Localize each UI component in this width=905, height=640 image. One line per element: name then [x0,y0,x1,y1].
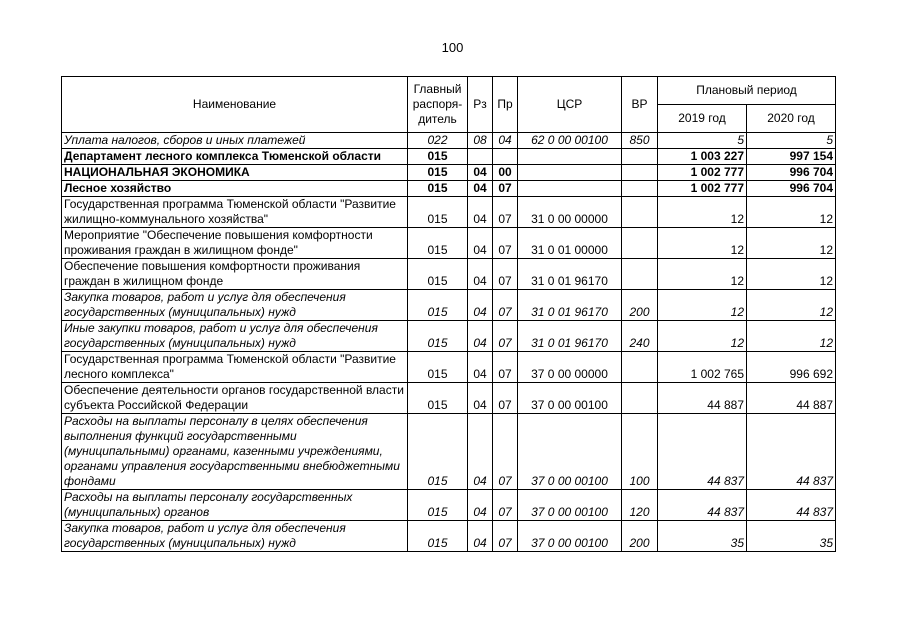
cell-name: Обеспечение повышения комфортности проживания граждан в жилищном фонде [62,259,408,290]
cell-vr [622,383,658,414]
cell-vr [622,352,658,383]
table-row [62,149,836,165]
cell-vr: 100 [622,414,658,490]
cell-pr: 07 [493,290,518,321]
cell-csr: 31 0 01 96170 [518,290,622,321]
cell-rz [468,149,493,165]
cell-2019: 1 002 765 [658,352,747,383]
cell-main-manager: 015 [408,321,468,352]
table-row [62,352,836,383]
cell-2019: 44 837 [658,490,747,521]
cell-name: НАЦИОНАЛЬНАЯ ЭКОНОМИКА [62,165,408,181]
cell-rz: 04 [468,352,493,383]
table-row [62,383,836,414]
cell-2020: 44 837 [747,414,836,490]
cell-vr [622,228,658,259]
cell-name: Расходы на выплаты персоналу государственных (муниципальных) органов [62,490,408,521]
cell-rz: 04 [468,228,493,259]
table-row [62,321,836,352]
cell-pr: 07 [493,197,518,228]
cell-vr [622,165,658,181]
cell-2020: 12 [747,290,836,321]
cell-csr: 37 0 00 00100 [518,521,622,552]
cell-pr: 07 [493,383,518,414]
cell-main-manager: 015 [408,414,468,490]
cell-name: Иные закупки товаров, работ и услуг для обеспечения государственных (муниципальных) нужд [62,321,408,352]
header-plan-period: Плановый период [658,77,836,105]
cell-csr [518,165,622,181]
cell-csr: 37 0 00 00100 [518,490,622,521]
header-year-2020: 2020 год [747,105,836,133]
cell-2020: 12 [747,321,836,352]
cell-main-manager: 015 [408,197,468,228]
cell-2020: 996 692 [747,352,836,383]
cell-vr: 850 [622,133,658,149]
cell-csr [518,181,622,197]
cell-rz: 04 [468,383,493,414]
cell-name: Мероприятие "Обеспечение повышения комфортности проживания граждан в жилищном фонде" [62,228,408,259]
cell-main-manager: 015 [408,352,468,383]
cell-csr: 37 0 00 00000 [518,352,622,383]
table-row [62,165,836,181]
table-row [62,414,836,490]
cell-rz: 04 [468,259,493,290]
header-name: Наименование [62,77,408,133]
cell-main-manager: 015 [408,290,468,321]
cell-pr: 04 [493,133,518,149]
table-row [62,521,836,552]
cell-2020: 35 [747,521,836,552]
cell-name: Обеспечение деятельности органов государственной власти субъекта Российской Федерации [62,383,408,414]
cell-2019: 1 002 777 [658,181,747,197]
cell-main-manager: 022 [408,133,468,149]
cell-main-manager: 015 [408,165,468,181]
cell-csr: 37 0 00 00100 [518,383,622,414]
cell-rz: 04 [468,490,493,521]
cell-pr: 07 [493,414,518,490]
cell-name: Государственная программа Тюменской области "Развитие жилищно-коммунального хозяйства" [62,197,408,228]
cell-vr: 240 [622,321,658,352]
table-row [62,259,836,290]
cell-pr: 07 [493,521,518,552]
table-header [62,77,836,133]
cell-pr: 00 [493,165,518,181]
cell-2020: 44 837 [747,490,836,521]
cell-csr: 37 0 00 00100 [518,414,622,490]
cell-rz: 04 [468,197,493,228]
cell-2019: 12 [658,290,747,321]
cell-2019: 1 002 777 [658,165,747,181]
cell-rz: 04 [468,521,493,552]
table-row [62,490,836,521]
cell-rz: 04 [468,414,493,490]
cell-pr: 07 [493,181,518,197]
cell-csr: 31 0 01 00000 [518,228,622,259]
cell-pr: 07 [493,228,518,259]
table-body [62,133,836,552]
cell-rz: 04 [468,290,493,321]
cell-main-manager: 015 [408,181,468,197]
header-vr: ВР [622,77,658,133]
cell-main-manager: 015 [408,149,468,165]
cell-2020: 997 154 [747,149,836,165]
cell-name: Департамент лесного комплекса Тюменской области [62,149,408,165]
cell-vr [622,149,658,165]
cell-2019: 1 003 227 [658,149,747,165]
cell-2019: 44 887 [658,383,747,414]
cell-name: Лесное хозяйство [62,181,408,197]
table-row [62,133,836,149]
header-csr: ЦСР [518,77,622,133]
cell-rz: 04 [468,181,493,197]
cell-2019: 12 [658,228,747,259]
cell-name: Государственная программа Тюменской области "Развитие лесного комплекса" [62,352,408,383]
cell-main-manager: 015 [408,259,468,290]
cell-rz: 04 [468,165,493,181]
cell-2019: 35 [658,521,747,552]
cell-csr: 31 0 00 00000 [518,197,622,228]
cell-main-manager: 015 [408,521,468,552]
cell-2019: 12 [658,259,747,290]
cell-2020: 12 [747,228,836,259]
table-row [62,228,836,259]
header-pr: Пр [493,77,518,133]
cell-2019: 12 [658,197,747,228]
cell-2020: 5 [747,133,836,149]
table-row [62,290,836,321]
cell-name: Закупка товаров, работ и услуг для обеспечения государственных (муниципальных) нужд [62,290,408,321]
table-row [62,197,836,228]
header-rz: Рз [468,77,493,133]
budget-table [61,76,836,552]
cell-2020: 44 887 [747,383,836,414]
cell-2019: 5 [658,133,747,149]
cell-main-manager: 015 [408,490,468,521]
header-year-2019: 2019 год [658,105,747,133]
cell-vr: 200 [622,290,658,321]
cell-main-manager: 015 [408,228,468,259]
cell-vr [622,181,658,197]
page-number: 100 [441,40,464,55]
cell-2020: 12 [747,259,836,290]
cell-vr [622,259,658,290]
cell-csr: 31 0 01 96170 [518,259,622,290]
cell-2019: 12 [658,321,747,352]
header-main-manager: Главный распоря-дитель [408,77,468,133]
cell-pr: 07 [493,259,518,290]
cell-name: Расходы на выплаты персоналу в целях обеспечения выполнения функций государственными (муниципальными) органами, казенными учреждениями, органами управления государственными внебюджетными фондами [62,414,408,490]
cell-csr: 31 0 01 96170 [518,321,622,352]
cell-name: Закупка товаров, работ и услуг для обеспечения государственных (муниципальных) нужд [62,521,408,552]
table-row [62,181,836,197]
cell-rz: 04 [468,321,493,352]
cell-csr [518,149,622,165]
cell-pr: 07 [493,352,518,383]
cell-pr: 07 [493,321,518,352]
cell-2020: 12 [747,197,836,228]
cell-pr [493,149,518,165]
cell-vr: 120 [622,490,658,521]
cell-csr: 62 0 00 00100 [518,133,622,149]
cell-name: Уплата налогов, сборов и иных платежей [62,133,408,149]
cell-pr: 07 [493,490,518,521]
cell-2019: 44 837 [658,414,747,490]
cell-2020: 996 704 [747,165,836,181]
cell-2020: 996 704 [747,181,836,197]
cell-vr: 200 [622,521,658,552]
cell-vr [622,197,658,228]
cell-rz: 08 [468,133,493,149]
cell-main-manager: 015 [408,383,468,414]
